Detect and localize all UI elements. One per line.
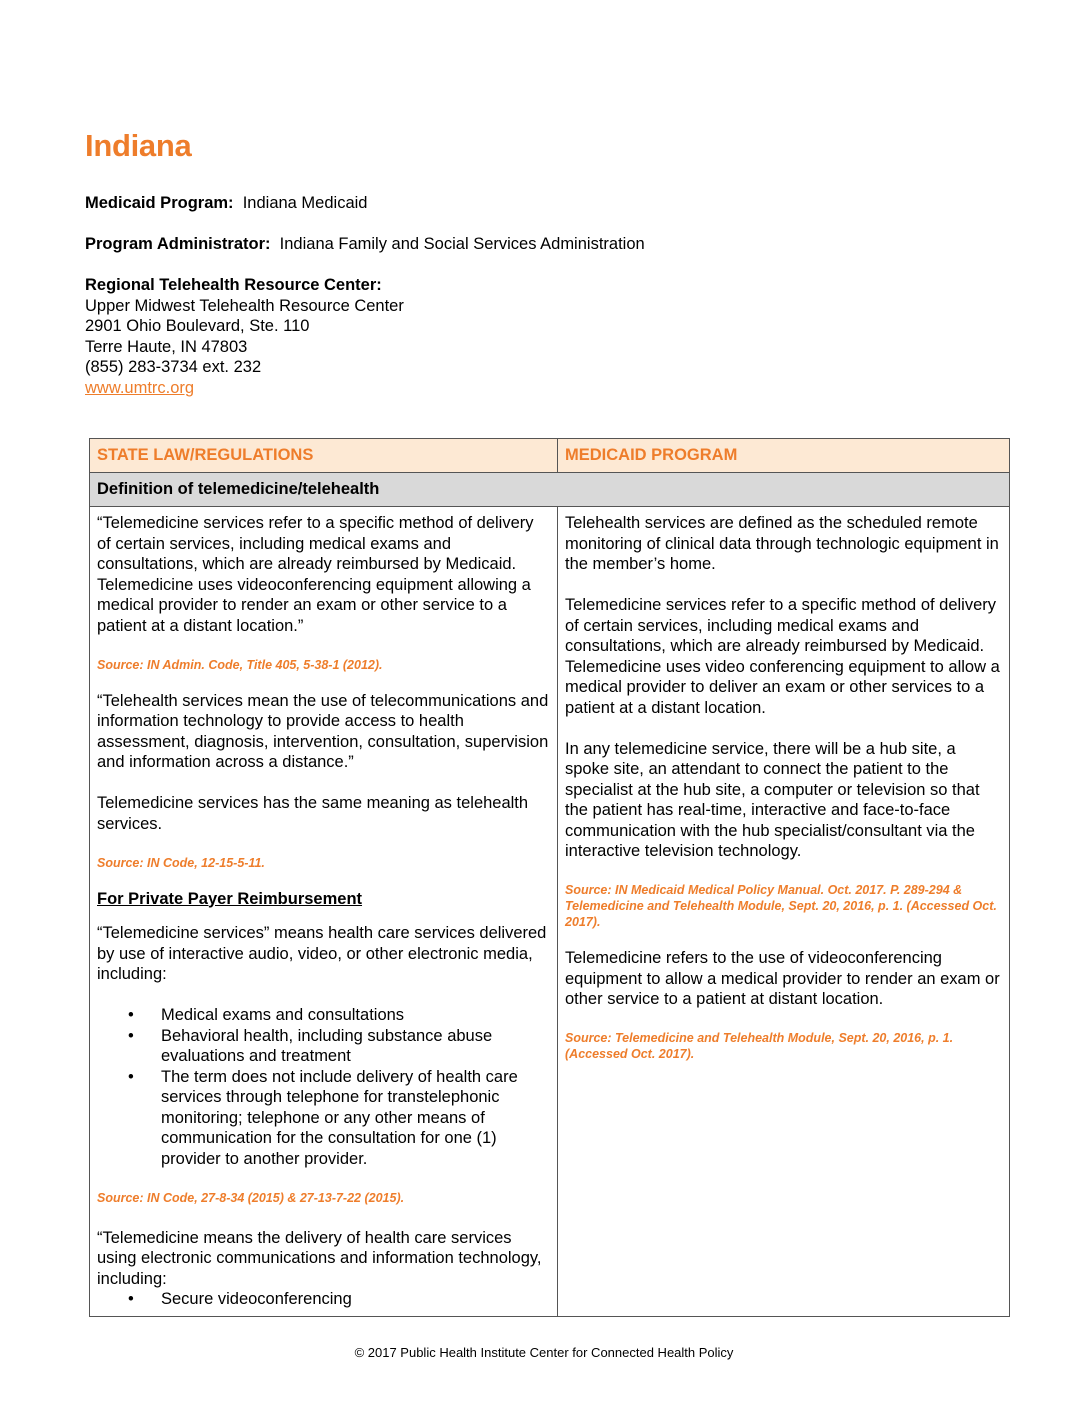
medicaid-program-value: Indiana Medicaid xyxy=(242,194,368,212)
source-citation: Source: IN Code, 27-8-34 (2015) & 27-13-7-22 (2015). xyxy=(97,1190,405,1205)
source-citation: Source: IN Admin. Code, Title 405, 5-38-1 (2012). xyxy=(97,657,383,672)
paragraph: Telemedicine services has the same meaning as telehealth services. xyxy=(97,794,529,833)
list-item: • Medical exams and consultations xyxy=(161,1005,550,1026)
program-administrator-line xyxy=(85,234,645,255)
private-payer-subheading: For Private Payer Reimbursement xyxy=(97,889,363,908)
source-citation: Source: Telemedicine and Telehealth Module, Sept. 20, 2016, p. 1. (Accessed Oct. 2017). xyxy=(565,1031,954,1061)
list-item: • The term does not include delivery of health care services through telephone for transtelephonic monitoring; telephone or any other means of communication for the consultation for one (1) provider to another provider. xyxy=(161,1067,550,1170)
resource-center-name: Upper Midwest Telehealth Resource Center xyxy=(85,296,404,315)
source-citation: Source: IN Medicaid Medical Policy Manual. Oct. 2017. P. 289-294 & Telemedicine and Telehealth Module, Sept. 20, 2016, p. 1. (Accessed Oct. 2017). xyxy=(565,883,997,929)
program-administrator-label: Program Administrator: xyxy=(85,235,271,253)
program-administrator-value: Indiana Family and Social Services Administration xyxy=(279,235,645,253)
section-row xyxy=(90,473,1010,507)
state-law-cell xyxy=(90,507,558,1317)
table-header-row xyxy=(90,439,1010,473)
list-item: • Behavioral health, including substance abuse evaluations and treatment xyxy=(161,1026,550,1067)
list-item: • Secure videoconferencing xyxy=(161,1289,550,1310)
copyright-footer: © 2017 Public Health Institute Center for Connected Health Policy xyxy=(354,1345,734,1360)
paragraph: “Telemedicine services refer to a specific method of delivery of certain services, including medical exams and consultations, which are already reimbursed by Medicaid. Telemedicine uses videoconferencing equipment allowing a medical provider to render an exam or other service to a patient at a distant location.” xyxy=(97,514,534,635)
resource-center-website-link[interactable]: www.umtrc.org xyxy=(85,378,195,397)
resource-center-phone: (855) 283-3734 ext. 232 xyxy=(85,358,262,376)
header-state-law: STATE LAW/REGULATIONS xyxy=(90,439,558,473)
table-row xyxy=(90,507,1010,1317)
paragraph: “Telemedicine means the delivery of health care services using electronic communications and information technology, including: xyxy=(97,1228,542,1288)
bullet-list xyxy=(97,1289,550,1310)
medicaid-program-line xyxy=(85,193,367,214)
medicaid-program-label: Medicaid Program: xyxy=(85,194,234,212)
paragraph: Telehealth services are defined as the scheduled remote monitoring of clinical data through technologic equipment in the member’s home. xyxy=(565,514,999,573)
policy-table xyxy=(89,438,1010,1317)
page-title: Indiana xyxy=(85,128,192,163)
resource-center-block xyxy=(85,275,404,398)
resource-center-label: Regional Telehealth Resource Center: xyxy=(85,276,382,294)
section-title: Definition of telemedicine/telehealth xyxy=(90,473,1010,507)
resource-center-address2: Terre Haute, IN 47803 xyxy=(85,337,248,356)
paragraph: Telemedicine services refer to a specific method of delivery of certain services, including medical exams and consultations, which are already reimbursed by Medicaid. Telemedicine uses video conferencing equipment to allow a medical provider to deliver an exam or other services to a patient at a distant location. xyxy=(565,596,1000,717)
source-citation: Source: IN Code, 12-15-5-11. xyxy=(97,855,265,870)
paragraph: “Telehealth services mean the use of telecommunications and information technology to provide access to health assessment, diagnosis, intervention, consultation, supervision and information across a distance.” xyxy=(97,691,549,771)
paragraph: “Telemedicine services” means health care services delivered by use of interactive audio, video, or other electronic media, including: xyxy=(97,924,547,983)
bullet-list xyxy=(97,1005,550,1169)
resource-center-address1: 2901 Ohio Boulevard, Ste. 110 xyxy=(85,317,310,335)
header-medicaid-program: MEDICAID PROGRAM xyxy=(558,439,1010,473)
medicaid-program-cell xyxy=(558,507,1010,1317)
paragraph: Telemedicine refers to the use of videoconferencing equipment to allow a medical provider to render an exam or other service to a patient at distant location. xyxy=(565,949,1000,1008)
paragraph: In any telemedicine service, there will be a hub site, a spoke site, an attendant to connect the patient to the specialist at the hub site, a computer or television so that the patient has real-time, interactive and face-to-face communication with the hub specialist/consultant via the interactive television technology. xyxy=(565,739,980,860)
